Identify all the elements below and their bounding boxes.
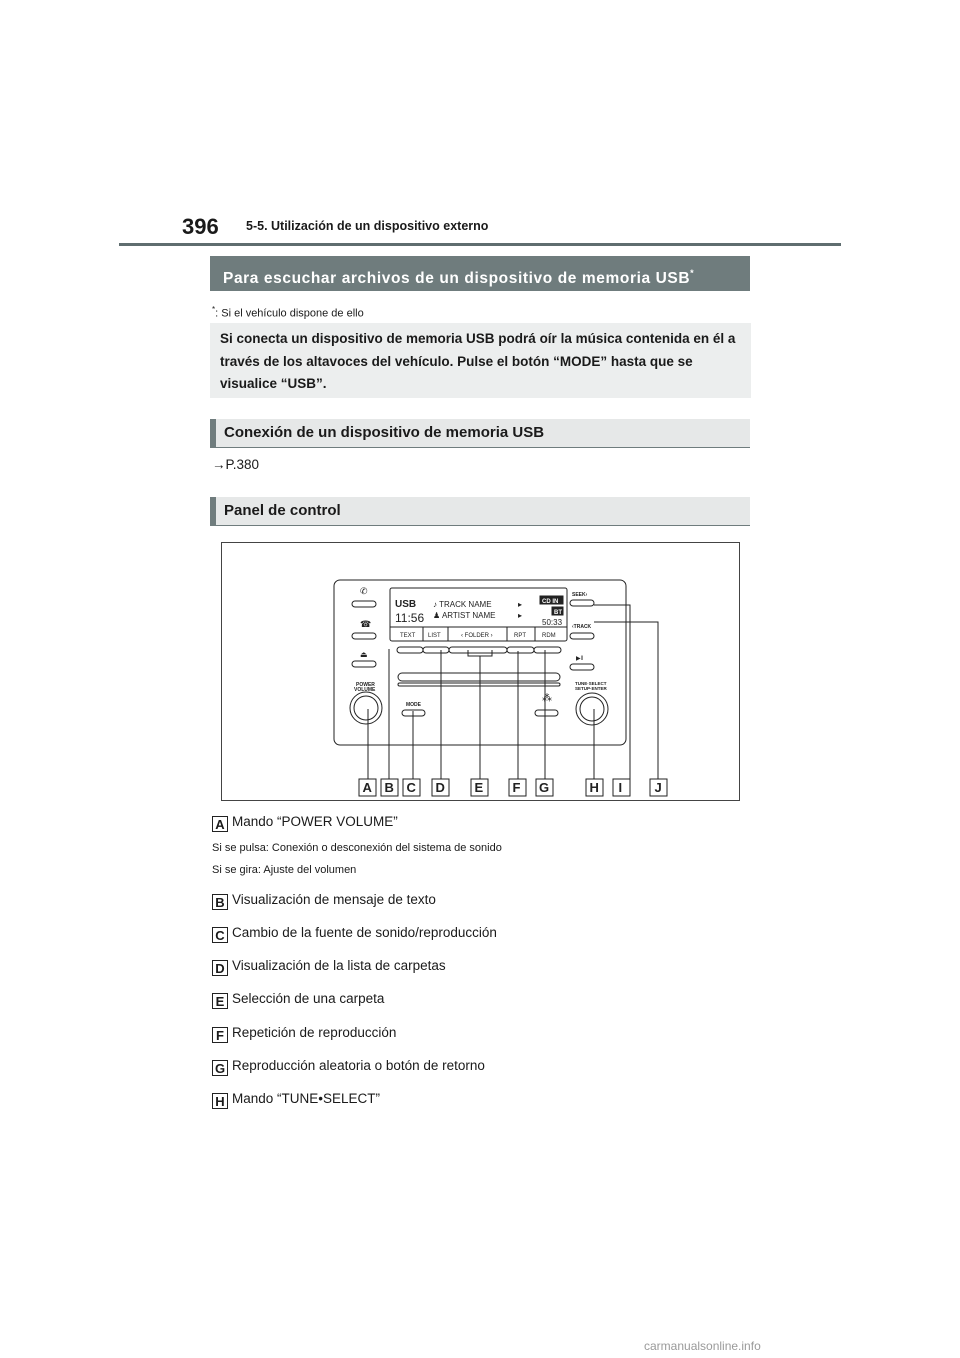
callout-letter-f: F [512,780,521,795]
softkey-rpt [507,647,534,653]
softkey-text [397,647,423,653]
screen-time: 11:56 [395,611,425,625]
callout-letter-b: B [384,780,394,795]
watermark: carmanualsonline.info [644,1339,761,1353]
legend-note: Si se gira: Ajuste del volumen [212,864,357,876]
control-panel-diagram [221,542,740,801]
eject-button [352,661,376,667]
legend-text: Repetición de reproducción [232,1025,397,1040]
callout-letter-j: J [654,780,662,795]
callout-letter-g: G [539,780,550,795]
phone-hangup-button [352,633,376,639]
setup-enter-label: SETUP·ENTER [575,686,607,691]
legend-letter: E [212,993,228,1009]
legend-letter: A [212,816,228,832]
softkey-rdm [534,647,561,653]
phone-pickup-button [352,601,376,607]
softkey-label: RDM [542,633,556,639]
track-arrow-icon: ▸ [518,600,523,609]
page-reference: →P.380 [212,457,260,472]
legend-letter: C [212,927,228,943]
back-icon: ⁂ [542,693,552,704]
footnote-text: : Si el vehículo dispone de ello [215,307,364,320]
legend-note: Si se pulsa: Conexión o desconexión del sistema de sonido [212,842,502,854]
screen-badge-cd-in: CD IN [542,599,559,605]
play-pause-button [570,664,594,670]
legend-letter: D [212,960,228,976]
legend-letter: G [212,1060,228,1076]
screen-elapsed-time: 50:33 [542,618,563,627]
callout-letter-e: E [474,780,484,795]
callout-letter-h: H [589,780,599,795]
callout-letter-d: D [435,780,445,795]
play-pause-icon: ▶‖ [576,656,584,662]
intro-box: Si conecta un dispositivo de memoria USB podrá oír la música contenida en él a través de los altavoces del vehículo. Pulse el botón “MODE” hasta que se visualice “USB”. [210,323,751,398]
seek-button [570,600,594,606]
section-title-bar [210,256,750,291]
legend-letter: F [212,1027,228,1043]
page-number: 396 [182,214,219,239]
softkey-label: TEXT [400,633,416,639]
back-button [535,710,558,716]
softkey-label: RPT [514,633,526,639]
legend-text: Selección de una carpeta [232,991,385,1006]
phone-pickup-icon: ✆ [360,586,368,596]
legend-item-f [212,1024,396,1044]
tune-select-knob [576,693,608,725]
legend-text: Visualización de mensaje de texto [232,892,436,907]
chapter-title: 5-5. Utilización de un dispositivo externo [246,219,489,233]
legend-item-d [212,957,446,977]
heading-usb-connection: Conexión de un dispositivo de memoria USB [210,419,750,448]
softkey-label: LIST [428,633,441,639]
callout-letter-i: I [618,780,623,795]
legend-item-h [212,1090,380,1110]
tune-select-label: TUNE·SELECT [575,681,607,686]
seek-label: SEEK› [572,592,588,598]
control-panel-illustration [222,543,739,800]
volume-label: VOLUME [354,687,376,693]
phone-hangup-icon: ☎ [360,619,372,629]
track-button [570,633,594,639]
footnote [212,305,364,320]
title-footnote-marker: * [690,268,695,278]
legend-text: Cambio de la fuente de sonido/reproducción [232,925,497,940]
heading-control-panel: Panel de control [210,497,750,526]
legend-text: Mando “POWER VOLUME” [232,814,398,829]
callout-letter-a: A [362,780,372,795]
callout-letter-c: C [406,780,416,795]
legend-item-g [212,1057,485,1077]
legend-text: Visualización de la lista de carpetas [232,958,446,973]
artist-arrow-icon: ▸ [518,611,523,620]
legend-letter: B [212,894,228,910]
legend-text: Reproducción aleatoria o botón de retorno [232,1058,485,1073]
legend-item-a [212,813,398,833]
legend-item-e [212,990,384,1010]
legend-item-c [212,924,497,944]
track-label: ‹TRACK [572,624,592,630]
power-volume-knob [350,692,382,724]
power-label: POWER [356,682,375,688]
section-title: Para escuchar archivos de un dispositivo de memoria USB [223,270,691,287]
screen-artist-name: ♟ ARTIST NAME [433,611,496,620]
header-rule [119,243,841,246]
legend-item-b [212,891,436,911]
softkey-folder [449,647,507,653]
mode-label: MODE [406,702,421,708]
screen-badge-bt: BT [554,610,562,616]
screen-source: USB [395,599,417,610]
footnote-marker: * [212,305,216,314]
legend-text: Mando “TUNE•SELECT” [232,1091,381,1106]
cd-slot [398,673,560,681]
softkey-label: ‹ FOLDER › [461,633,493,639]
softkey-list [423,647,449,653]
eject-icon: ⏏ [360,650,368,659]
screen-track-name: ♪ TRACK NAME [433,600,492,609]
legend-letter: H [212,1093,228,1109]
